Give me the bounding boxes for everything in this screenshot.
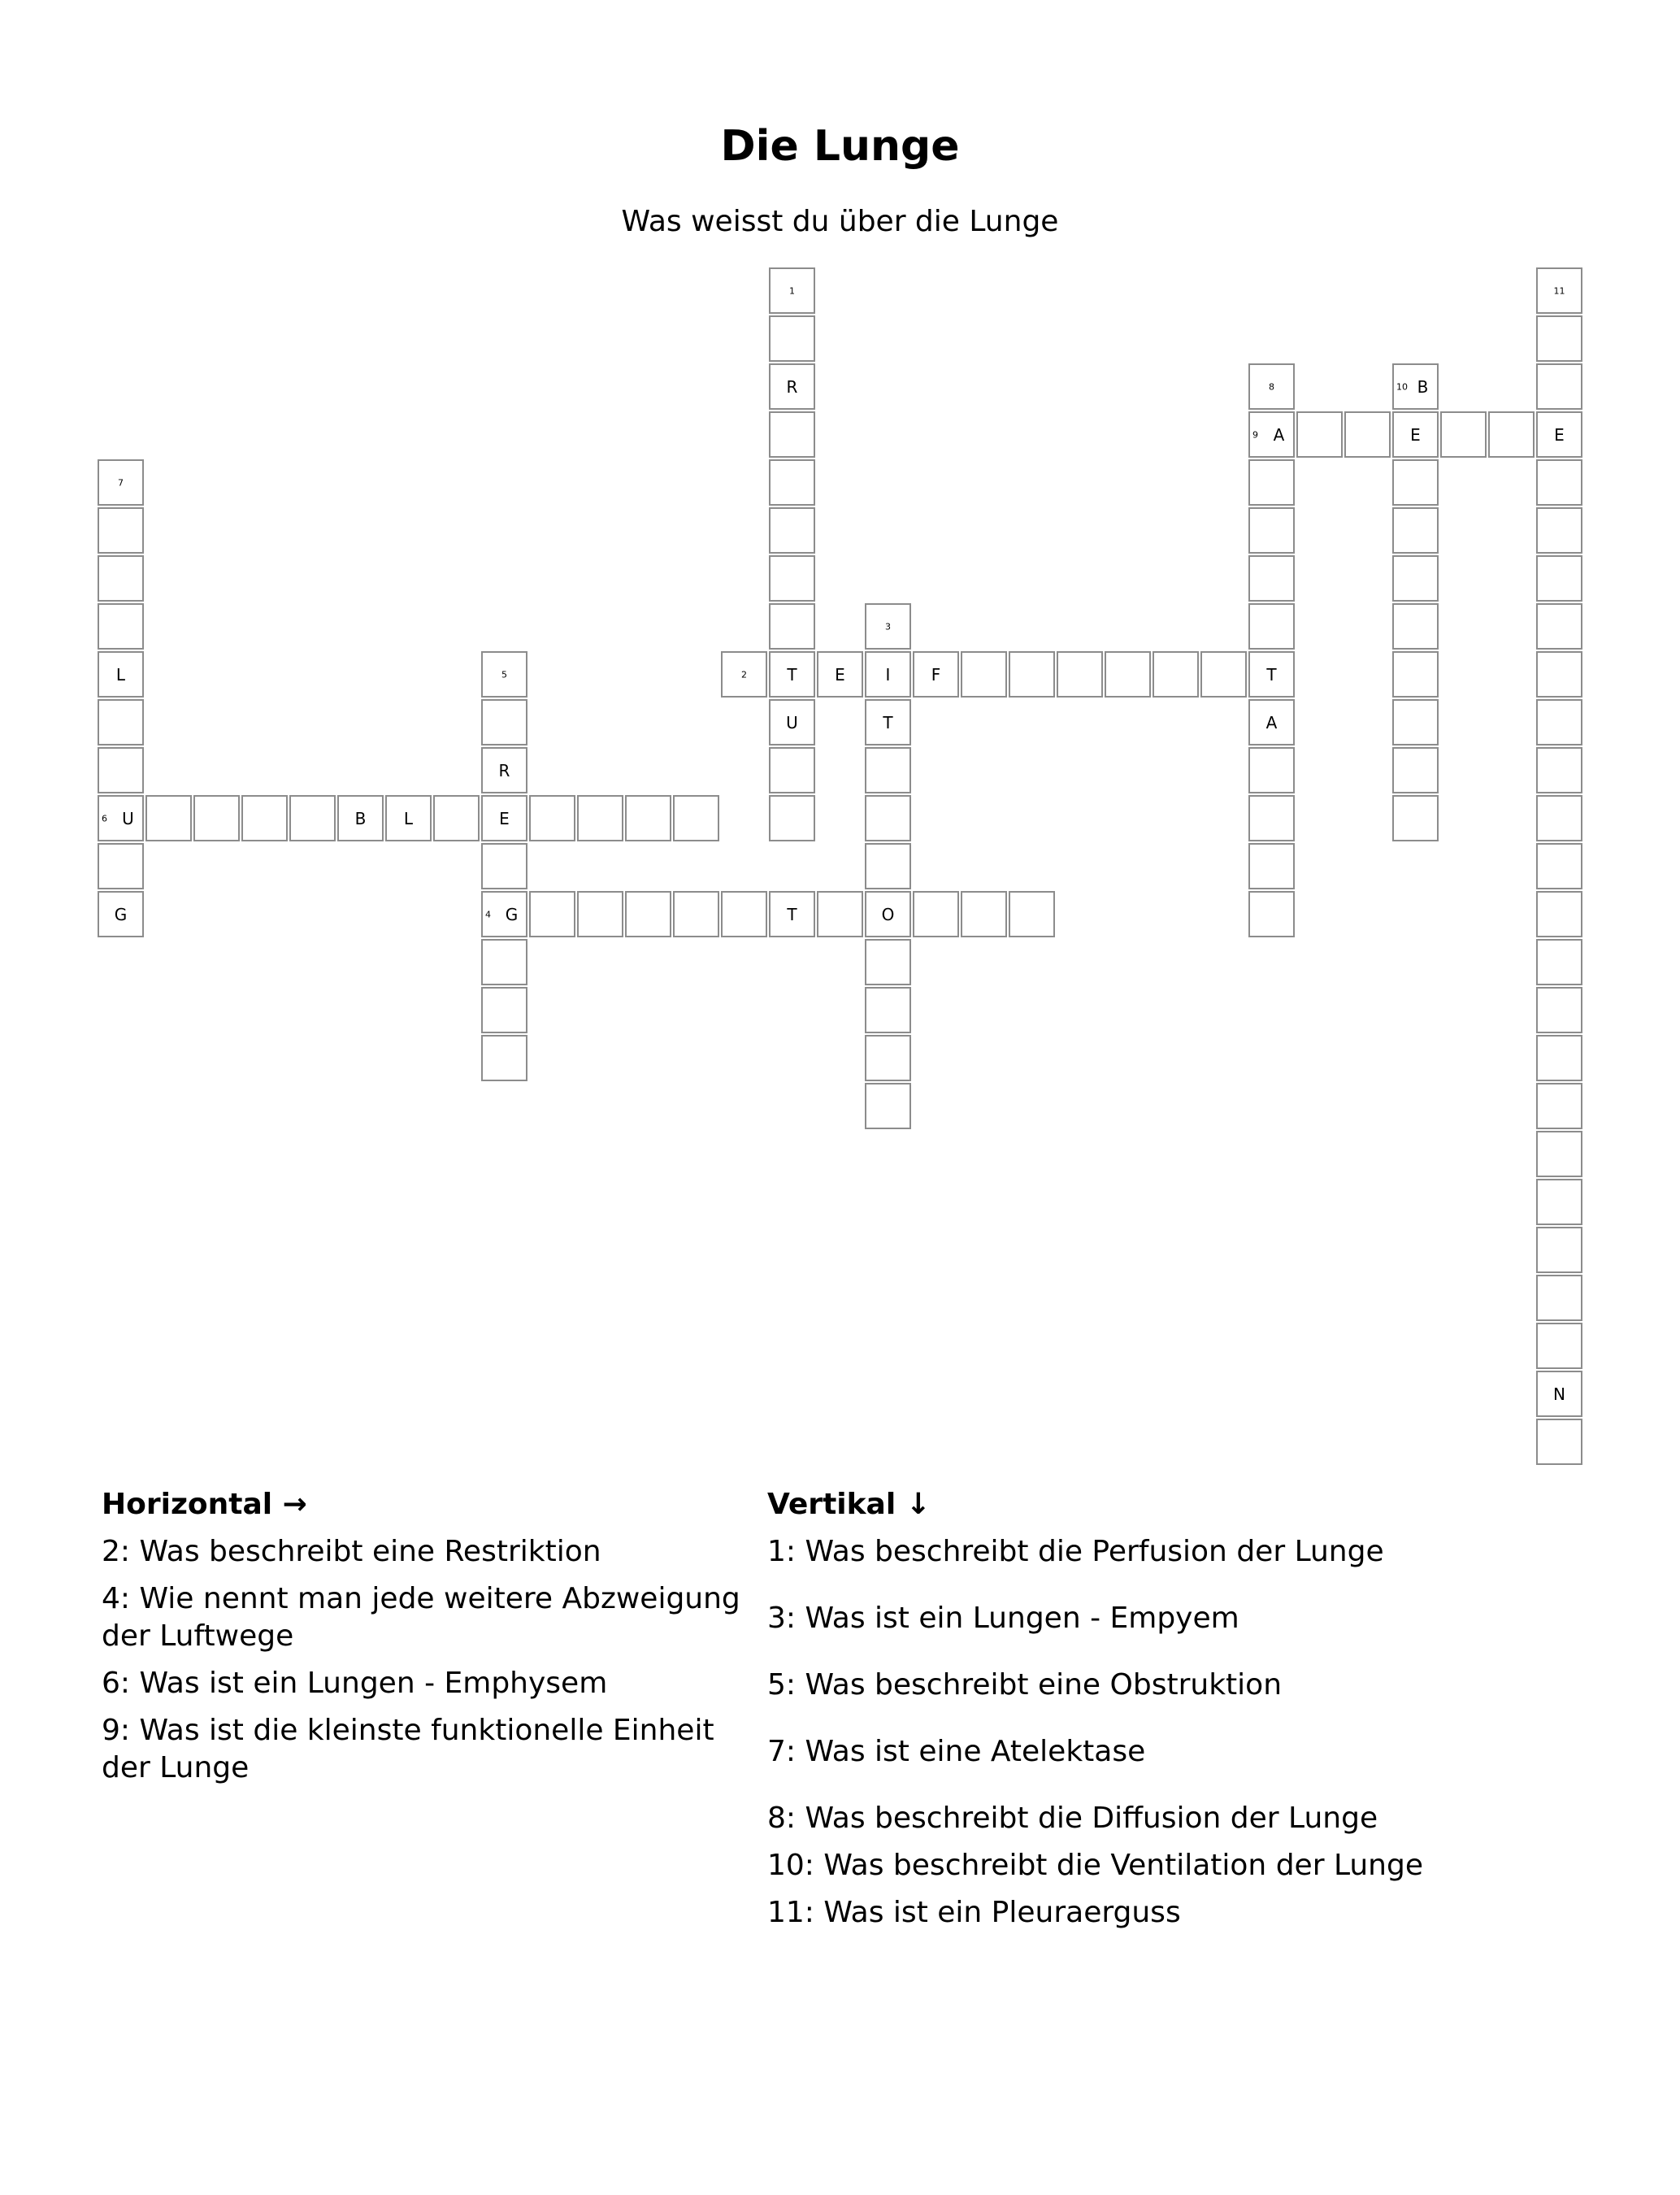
clue-vertical-1: 1: Was beschreibt die Perfusion der Lunge — [767, 1535, 1384, 1568]
crossword-cell[interactable] — [1536, 1083, 1582, 1129]
crossword-cell[interactable] — [1248, 459, 1295, 506]
cell-letter: T — [787, 664, 797, 685]
crossword-cell[interactable] — [1536, 1275, 1582, 1321]
crossword-cell[interactable] — [1440, 411, 1487, 458]
crossword-cell[interactable] — [1536, 555, 1582, 602]
crossword-cell[interactable] — [481, 939, 527, 985]
cell-letter: L — [403, 808, 414, 828]
crossword-cell[interactable] — [865, 1035, 911, 1081]
crossword-cell[interactable] — [529, 795, 575, 841]
crossword-cell[interactable] — [481, 795, 527, 841]
crossword-cell[interactable] — [1009, 891, 1055, 937]
crossword-cell[interactable] — [1248, 747, 1295, 793]
crossword-cell[interactable] — [961, 651, 1007, 698]
cell-letter: R — [498, 760, 510, 780]
crossword-cell[interactable] — [1536, 1179, 1582, 1225]
crossword-cell[interactable] — [865, 795, 911, 841]
crossword-cell[interactable] — [769, 651, 815, 698]
cell-letter: L — [115, 664, 126, 685]
crossword-cell[interactable] — [769, 603, 815, 650]
crossword-cell[interactable] — [481, 891, 527, 937]
crossword-cell[interactable] — [1248, 603, 1295, 650]
crossword-cell[interactable] — [865, 891, 911, 937]
crossword-cell[interactable] — [1488, 411, 1535, 458]
crossword-cell[interactable] — [913, 651, 959, 698]
page-title: Die Lunge — [720, 122, 960, 171]
cell-letter: A — [1265, 712, 1278, 732]
crossword-cell[interactable] — [817, 891, 863, 937]
crossword-cell[interactable] — [145, 795, 192, 841]
crossword-cell[interactable] — [529, 891, 575, 937]
crossword-cell[interactable] — [1536, 891, 1582, 937]
crossword-cell[interactable] — [1009, 651, 1055, 698]
crossword-cell[interactable] — [913, 891, 959, 937]
crossword-cell[interactable] — [1536, 699, 1582, 745]
crossword-cell[interactable] — [1536, 939, 1582, 985]
crossword-cell[interactable] — [865, 699, 911, 745]
crossword-cell[interactable] — [1392, 507, 1439, 554]
crossword-cell[interactable] — [98, 555, 144, 602]
crossword-cell[interactable] — [577, 795, 623, 841]
crossword-cell[interactable] — [1536, 459, 1582, 506]
crossword-cell[interactable] — [337, 795, 384, 841]
cell-letter: A — [1273, 424, 1285, 445]
crossword-cell[interactable] — [769, 459, 815, 506]
crossword-cell[interactable] — [1248, 651, 1295, 698]
crossword-cell[interactable] — [625, 891, 671, 937]
crossword-cell[interactable] — [98, 699, 144, 745]
cell-letter: G — [505, 904, 519, 924]
clue-number: 7 — [118, 477, 124, 488]
cell-letter: E — [499, 808, 510, 828]
crossword-cell[interactable] — [1248, 555, 1295, 602]
crossword-cell[interactable] — [98, 891, 144, 937]
clue-number: 9 — [1252, 429, 1258, 440]
crossword-cell[interactable] — [817, 651, 863, 698]
clue-vertical-5: 5: Was beschreibt eine Obstruktion — [767, 1668, 1283, 1702]
crossword-cell[interactable] — [1153, 651, 1199, 698]
crossword-cell[interactable] — [625, 795, 671, 841]
crossword-cell[interactable] — [1248, 795, 1295, 841]
clue-vertical-10: 10: Was beschreibt die Ventilation der Lunge — [767, 1849, 1423, 1882]
crossword-cell[interactable] — [1536, 1371, 1582, 1417]
crossword-cell[interactable] — [1392, 651, 1439, 698]
crossword-cell[interactable] — [1248, 507, 1295, 554]
cell-letter: U — [786, 712, 798, 732]
crossword-cell[interactable] — [721, 651, 767, 698]
vertical-heading: Vertikal ↓ — [767, 1488, 931, 1521]
crossword-cell[interactable] — [1536, 1035, 1582, 1081]
crossword-cell[interactable] — [865, 1083, 911, 1129]
crossword-cell[interactable] — [769, 891, 815, 937]
cell-letter: U — [122, 808, 134, 828]
cell-letter: T — [787, 904, 797, 924]
crossword-cell[interactable] — [1248, 411, 1295, 458]
clue-number: 8 — [1269, 381, 1274, 392]
crossword-cell[interactable] — [385, 795, 432, 841]
crossword-cell[interactable] — [1536, 315, 1582, 362]
crossword-cell[interactable] — [433, 795, 480, 841]
clue-number: 11 — [1553, 285, 1565, 296]
clue-vertical-7: 7: Was ist eine Atelektase — [767, 1735, 1146, 1768]
crossword-cell[interactable] — [1536, 603, 1582, 650]
cell-letter: T — [1266, 664, 1277, 685]
clue-vertical-3: 3: Was ist ein Lungen - Empyem — [767, 1602, 1239, 1635]
crossword-cell[interactable] — [1248, 363, 1295, 410]
clue-vertical-8: 8: Was beschreibt die Diffusion der Lunge — [767, 1802, 1378, 1835]
crossword-cell[interactable] — [1392, 747, 1439, 793]
crossword-cell[interactable] — [98, 603, 144, 650]
clue-number: 3 — [885, 621, 891, 632]
crossword-cell[interactable] — [1536, 267, 1582, 314]
clue-number: 5 — [501, 669, 507, 680]
crossword-cell[interactable] — [481, 699, 527, 745]
clue-vertical-11: 11: Was ist ein Pleuraerguss — [767, 1896, 1181, 1929]
clue-number: 6 — [102, 813, 107, 824]
crossword-cell[interactable] — [769, 795, 815, 841]
crossword-cell[interactable] — [673, 795, 719, 841]
crossword-cell[interactable] — [1536, 411, 1582, 458]
crossword-cell[interactable] — [481, 747, 527, 793]
crossword-cell[interactable] — [721, 891, 767, 937]
crossword-cell[interactable] — [1344, 411, 1391, 458]
crossword-cell[interactable] — [1536, 651, 1582, 698]
crossword-cell[interactable] — [769, 411, 815, 458]
crossword-cell[interactable] — [98, 795, 144, 841]
crossword-cell[interactable] — [769, 315, 815, 362]
page-subtitle: Was weisst du über die Lunge — [621, 205, 1059, 238]
clues-vertical — [767, 1486, 1580, 1941]
cell-letter: N — [1553, 1384, 1565, 1404]
crossword-cell[interactable] — [769, 555, 815, 602]
crossword-cell[interactable] — [1392, 411, 1439, 458]
clues-horizontal — [102, 1486, 752, 1797]
cell-letter: I — [885, 664, 891, 685]
crossword-cell[interactable] — [1057, 651, 1103, 698]
crossword-cell[interactable] — [1536, 1131, 1582, 1177]
clue-horizontal-4: 4: Wie nennt man jede weitere Abzweigung der Luftwege — [102, 1582, 740, 1653]
crossword-cell[interactable] — [481, 843, 527, 889]
crossword-cell[interactable] — [673, 891, 719, 937]
clue-number: 4 — [485, 909, 491, 919]
horizontal-heading: Horizontal → — [102, 1488, 307, 1521]
crossword-cell[interactable] — [481, 651, 527, 698]
crossword-cell[interactable] — [1536, 1323, 1582, 1369]
crossword-cell[interactable] — [1392, 555, 1439, 602]
crossword-cell[interactable] — [98, 747, 144, 793]
crossword-cell[interactable] — [865, 747, 911, 793]
crossword-cell[interactable] — [1536, 363, 1582, 410]
crossword-cell[interactable] — [1536, 843, 1582, 889]
cell-letter: R — [786, 376, 798, 397]
crossword-cell[interactable] — [961, 891, 1007, 937]
crossword-cell[interactable] — [1536, 795, 1582, 841]
crossword-cell[interactable] — [98, 843, 144, 889]
cell-letter: O — [881, 904, 895, 924]
crossword-cell[interactable] — [1248, 699, 1295, 745]
crossword-cell[interactable] — [1536, 1227, 1582, 1273]
crossword-cell[interactable] — [1392, 795, 1439, 841]
crossword-cell[interactable] — [1248, 843, 1295, 889]
crossword-cell[interactable] — [1248, 891, 1295, 937]
cell-letter: E — [1410, 424, 1421, 445]
cell-letter: E — [835, 664, 845, 685]
cell-letter: G — [114, 904, 128, 924]
clue-number: 10 — [1396, 381, 1408, 392]
clue-horizontal-6: 6: Was ist ein Lungen - Emphysem — [102, 1667, 608, 1700]
crossword-cell[interactable] — [769, 507, 815, 554]
crossword-cell[interactable] — [865, 651, 911, 698]
crossword-cell[interactable] — [865, 987, 911, 1033]
crossword-cell[interactable] — [1536, 987, 1582, 1033]
crossword-cell[interactable] — [193, 795, 240, 841]
crossword-cell[interactable] — [1536, 507, 1582, 554]
crossword-cell[interactable] — [1392, 363, 1439, 410]
crossword-cell[interactable] — [98, 507, 144, 554]
cell-letter: B — [354, 808, 367, 828]
crossword-cell[interactable] — [769, 363, 815, 410]
crossword-cell[interactable] — [1105, 651, 1151, 698]
crossword-cell[interactable] — [865, 603, 911, 650]
crossword-cell[interactable] — [1392, 699, 1439, 745]
clue-number: 2 — [741, 669, 747, 680]
cell-letter: F — [931, 664, 941, 685]
crossword-cell[interactable] — [1296, 411, 1343, 458]
clue-horizontal-9: 9: Was ist die kleinste funktionelle Einheit der Lunge — [102, 1714, 714, 1784]
crossword-cell[interactable] — [1392, 459, 1439, 506]
crossword-cell[interactable] — [98, 459, 144, 506]
cell-letter: B — [1417, 376, 1429, 397]
cell-letter: E — [1554, 424, 1565, 445]
crossword-cell[interactable] — [1200, 651, 1247, 698]
crossword-cell[interactable] — [769, 747, 815, 793]
clue-horizontal-2: 2: Was beschreibt eine Restriktion — [102, 1535, 601, 1568]
crossword-cell[interactable] — [1536, 1419, 1582, 1465]
crossword-cell[interactable] — [865, 939, 911, 985]
crossword-cell[interactable] — [98, 651, 144, 698]
crossword-cell[interactable] — [865, 843, 911, 889]
crossword-cell[interactable] — [481, 987, 527, 1033]
crossword-cell[interactable] — [481, 1035, 527, 1081]
crossword-cell[interactable] — [1536, 747, 1582, 793]
crossword-cell[interactable] — [769, 699, 815, 745]
crossword-cell[interactable] — [769, 267, 815, 314]
crossword-cell[interactable] — [1392, 603, 1439, 650]
crossword-cell[interactable] — [577, 891, 623, 937]
cell-letter: T — [883, 712, 893, 732]
crossword-cell[interactable] — [241, 795, 288, 841]
crossword-cell[interactable] — [289, 795, 336, 841]
clue-number: 1 — [789, 285, 795, 296]
